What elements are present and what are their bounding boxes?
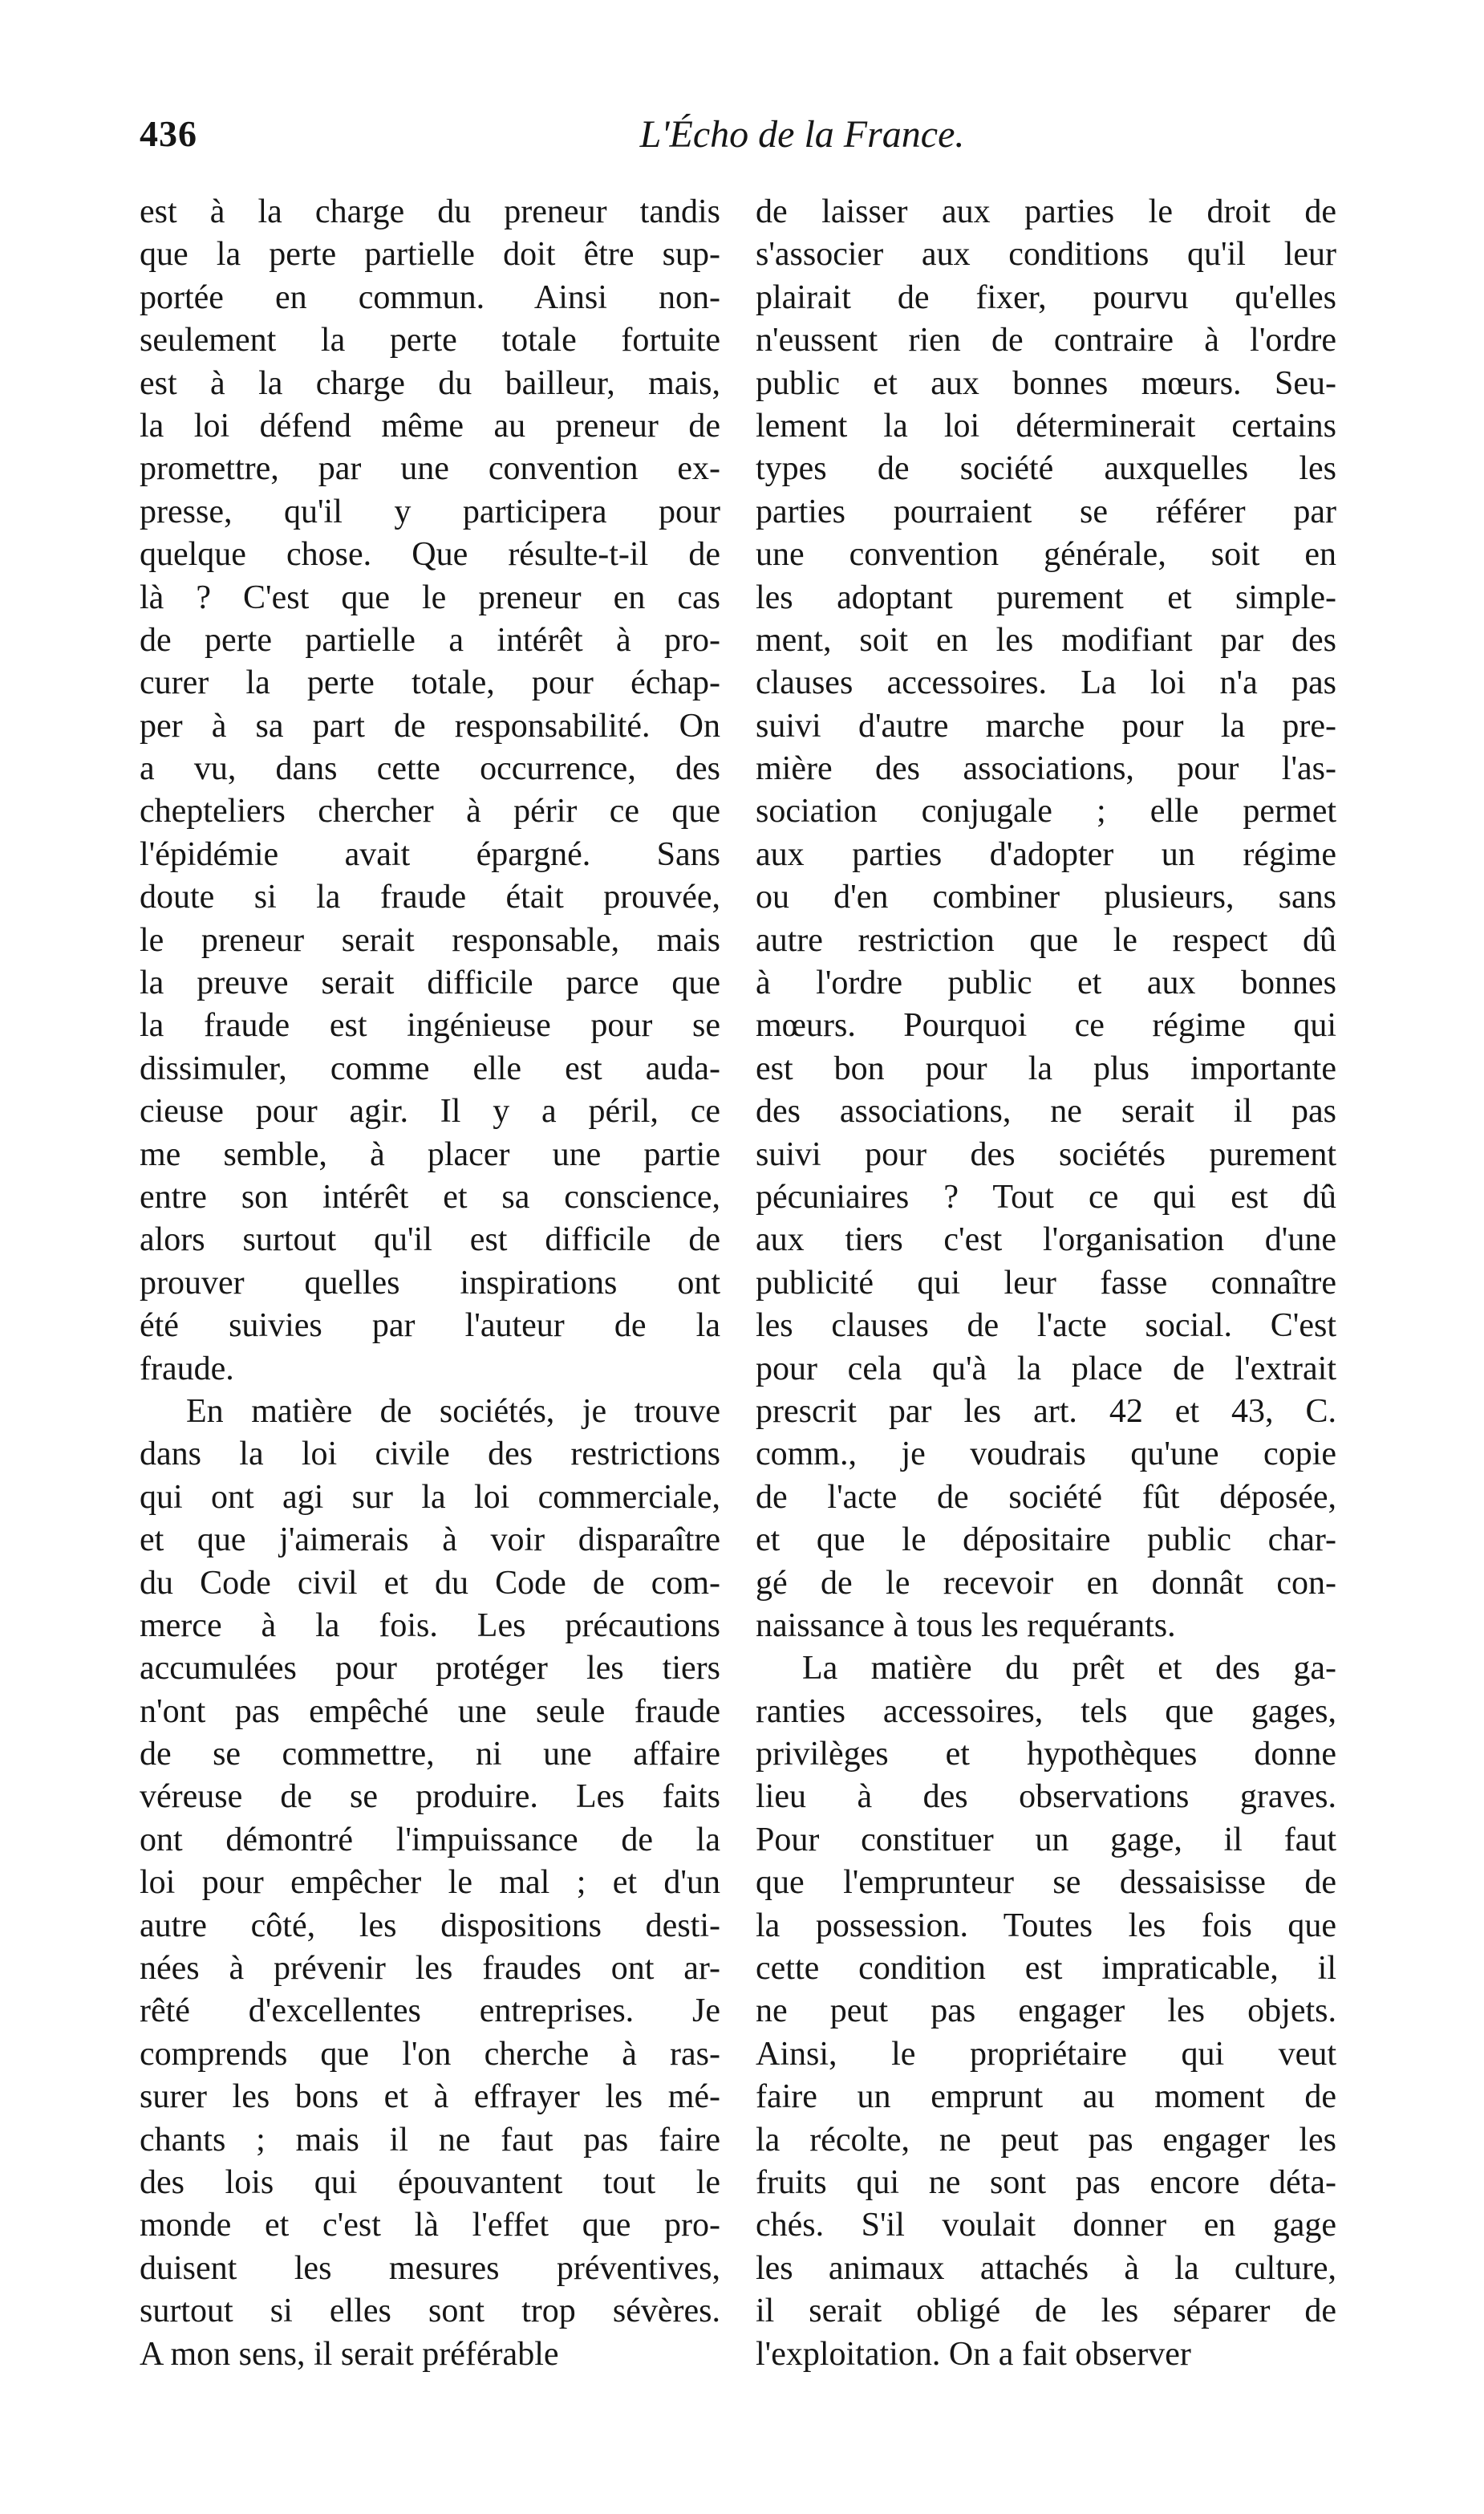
text-line: les adoptant purement et simple-	[756, 579, 1336, 616]
text-line: ou d'en combiner plusieurs, sans	[756, 879, 1336, 916]
text-line: alors surtout qu'il est difficile de	[140, 1221, 720, 1259]
text-line: plairait de fixer, pourvu qu'elles	[756, 278, 1336, 316]
text-line: aux parties d'adopter un régime	[756, 835, 1336, 873]
text-line: à l'ordre public et aux bonnes	[756, 965, 1336, 1002]
text-line: autre restriction que le respect dû	[756, 921, 1336, 959]
text-line: gé de le recevoir en donnât con-	[756, 1564, 1336, 1602]
text-line: la récolte, ne peut pas engager les	[756, 2121, 1336, 2159]
text-line: l'épidémie avait épargné. Sans	[140, 835, 720, 873]
text-line: pécuniaires ? Tout ce qui est dû	[756, 1178, 1336, 1216]
left-column	[140, 191, 720, 2376]
text-line: mière des associations, pour l'as-	[756, 750, 1336, 788]
text-line: suivi pour des sociétés purement	[756, 1135, 1336, 1173]
text-line: autre côté, les dispositions desti-	[140, 1907, 720, 1944]
text-line: comprends que l'on cherche à ras-	[140, 2035, 720, 2073]
text-line: privilèges et hypothèques donne	[756, 1736, 1336, 1773]
text-line: parties pourraient se référer par	[756, 493, 1336, 530]
text-line: a vu, dans cette occurrence, des	[140, 750, 720, 788]
text-line: les clauses de l'acte social. C'est	[756, 1307, 1336, 1345]
text-line: une convention générale, soit en	[756, 536, 1336, 574]
text-line: la preuve serait difficile parce que	[140, 965, 720, 1002]
text-line: cieuse pour agir. Il y a péril, ce	[140, 1093, 720, 1131]
text-line: de se commettre, ni une affaire	[140, 1736, 720, 1773]
text-line: suivi d'autre marche pour la pre-	[756, 707, 1336, 745]
text-line: le preneur serait responsable, mais	[140, 921, 720, 959]
text-line: portée en commun. Ainsi non-	[140, 278, 720, 316]
text-line: du Code civil et du Code de com-	[140, 1564, 720, 1602]
text-line: La matière du prêt et des ga-	[802, 1650, 1336, 1688]
text-line: ont démontré l'impuissance de la	[140, 1821, 720, 1858]
page-number: 436	[140, 113, 197, 154]
text-line: prouver quelles inspirations ont	[140, 1264, 720, 1302]
text-line: mœurs. Pourquoi ce régime qui	[756, 1007, 1336, 1045]
text-line: nées à prévenir les fraudes ont ar-	[140, 1950, 720, 1988]
text-line: prescrit par les art. 42 et 43, C.	[756, 1392, 1336, 1430]
text-line: naissance à tous les requérants.	[756, 1606, 1176, 1644]
text-line: que l'emprunteur se dessaisisse de	[756, 1864, 1336, 1902]
text-line: été suivies par l'auteur de la	[140, 1307, 720, 1345]
text-line: n'ont pas empêché une seule fraude	[140, 1692, 720, 1730]
text-line: accumulées pour protéger les tiers	[140, 1650, 720, 1688]
text-line: la fraude est ingénieuse pour se	[140, 1007, 720, 1045]
text-line: merce à la fois. Les précautions	[140, 1606, 720, 1644]
text-line: que la perte partielle doit être sup-	[140, 236, 720, 274]
text-line: lieu à des observations graves.	[756, 1778, 1336, 1816]
text-line: de laisser aux parties le droit de	[756, 193, 1336, 230]
text-line: faire un emprunt au moment de	[756, 2078, 1336, 2116]
text-line: publicité qui leur fasse connaître	[756, 1264, 1336, 1302]
text-line: promettre, par une convention ex-	[140, 450, 720, 488]
text-line: Pour constituer un gage, il faut	[756, 1821, 1336, 1858]
text-line: la loi défend même au preneur de	[140, 407, 720, 445]
text-line: cette condition est impraticable, il	[756, 1950, 1336, 1988]
text-line: la possession. Toutes les fois que	[756, 1907, 1336, 1944]
text-line: pour cela qu'à la place de l'extrait	[756, 1350, 1336, 1387]
text-line: quelque chose. Que résulte-t-il de	[140, 536, 720, 574]
text-line: est à la charge du bailleur, mais,	[140, 364, 720, 402]
text-line: monde et c'est là l'effet que pro-	[140, 2207, 720, 2244]
right-column	[756, 191, 1336, 2376]
text-line: de l'acte de société fût déposée,	[756, 1478, 1336, 1516]
text-line: duisent les mesures préventives,	[140, 2249, 720, 2287]
text-line: est bon pour la plus importante	[756, 1050, 1336, 1087]
text-line: seulement la perte totale fortuite	[140, 322, 720, 359]
text-line: ne peut pas engager les objets.	[756, 1992, 1336, 2030]
text-line: est à la charge du preneur tandis	[140, 193, 720, 230]
text-line: doute si la fraude était prouvée,	[140, 879, 720, 916]
text-line: entre son intérêt et sa conscience,	[140, 1178, 720, 1216]
text-line: là ? C'est que le preneur en cas	[140, 579, 720, 616]
text-line: des associations, ne serait il pas	[756, 1093, 1336, 1131]
text-line: des lois qui épouvantent tout le	[140, 2163, 720, 2201]
text-line: Ainsi, le propriétaire qui veut	[756, 2035, 1336, 2073]
text-line: curer la perte totale, pour échap-	[140, 664, 720, 702]
text-line: véreuse de se produire. Les faits	[140, 1778, 720, 1816]
text-line: sociation conjugale ; elle permet	[756, 793, 1336, 831]
text-line: rêté d'excellentes entreprises. Je	[140, 1992, 720, 2030]
text-line: dissimuler, comme elle est auda-	[140, 1050, 720, 1087]
text-line: En matière de sociétés, je trouve	[186, 1392, 720, 1430]
text-line: loi pour empêcher le mal ; et d'un	[140, 1864, 720, 1902]
text-line: surer les bons et à effrayer les mé-	[140, 2078, 720, 2116]
text-line: n'eussent rien de contraire à l'ordre	[756, 322, 1336, 359]
text-line: lement la loi déterminerait certains	[756, 407, 1336, 445]
text-line: et que le dépositaire public char-	[756, 1521, 1336, 1559]
text-line: et que j'aimerais à voir disparaître	[140, 1521, 720, 1559]
text-line: fruits qui ne sont pas encore déta-	[756, 2163, 1336, 2201]
text-line: clauses accessoires. La loi n'a pas	[756, 664, 1336, 702]
text-line: dans la loi civile des restrictions	[140, 1436, 720, 1473]
text-line: qui ont agi sur la loi commerciale,	[140, 1478, 720, 1516]
text-line: fraude.	[140, 1350, 234, 1387]
text-line: A mon sens, il serait préférable	[140, 2335, 559, 2373]
text-line: l'exploitation. On a fait observer	[756, 2335, 1191, 2373]
text-line: ment, soit en les modifiant par des	[756, 621, 1336, 659]
text-line: ranties accessoires, tels que gages,	[756, 1692, 1336, 1730]
text-line: chants ; mais il ne faut pas faire	[140, 2121, 720, 2159]
running-title: L'Écho de la France.	[639, 113, 965, 156]
text-line: de perte partielle a intérêt à pro-	[140, 621, 720, 659]
text-line: il serait obligé de les séparer de	[756, 2293, 1336, 2330]
text-line: presse, qu'il y participera pour	[140, 493, 720, 530]
text-line: me semble, à placer une partie	[140, 1135, 720, 1173]
text-line: per à sa part de responsabilité. On	[140, 707, 720, 745]
text-line: types de société auxquelles les	[756, 450, 1336, 488]
text-line: chés. S'il voulait donner en gage	[756, 2207, 1336, 2244]
text-line: surtout si elles sont trop sévères.	[140, 2293, 720, 2330]
text-line: comm., je voudrais qu'une copie	[756, 1436, 1336, 1473]
text-line: public et aux bonnes mœurs. Seu-	[756, 364, 1336, 402]
text-line: chepteliers chercher à périr ce que	[140, 793, 720, 831]
text-line: aux tiers c'est l'organisation d'une	[756, 1221, 1336, 1259]
text-line: s'associer aux conditions qu'il leur	[756, 236, 1336, 274]
text-line: les animaux attachés à la culture,	[756, 2249, 1336, 2287]
